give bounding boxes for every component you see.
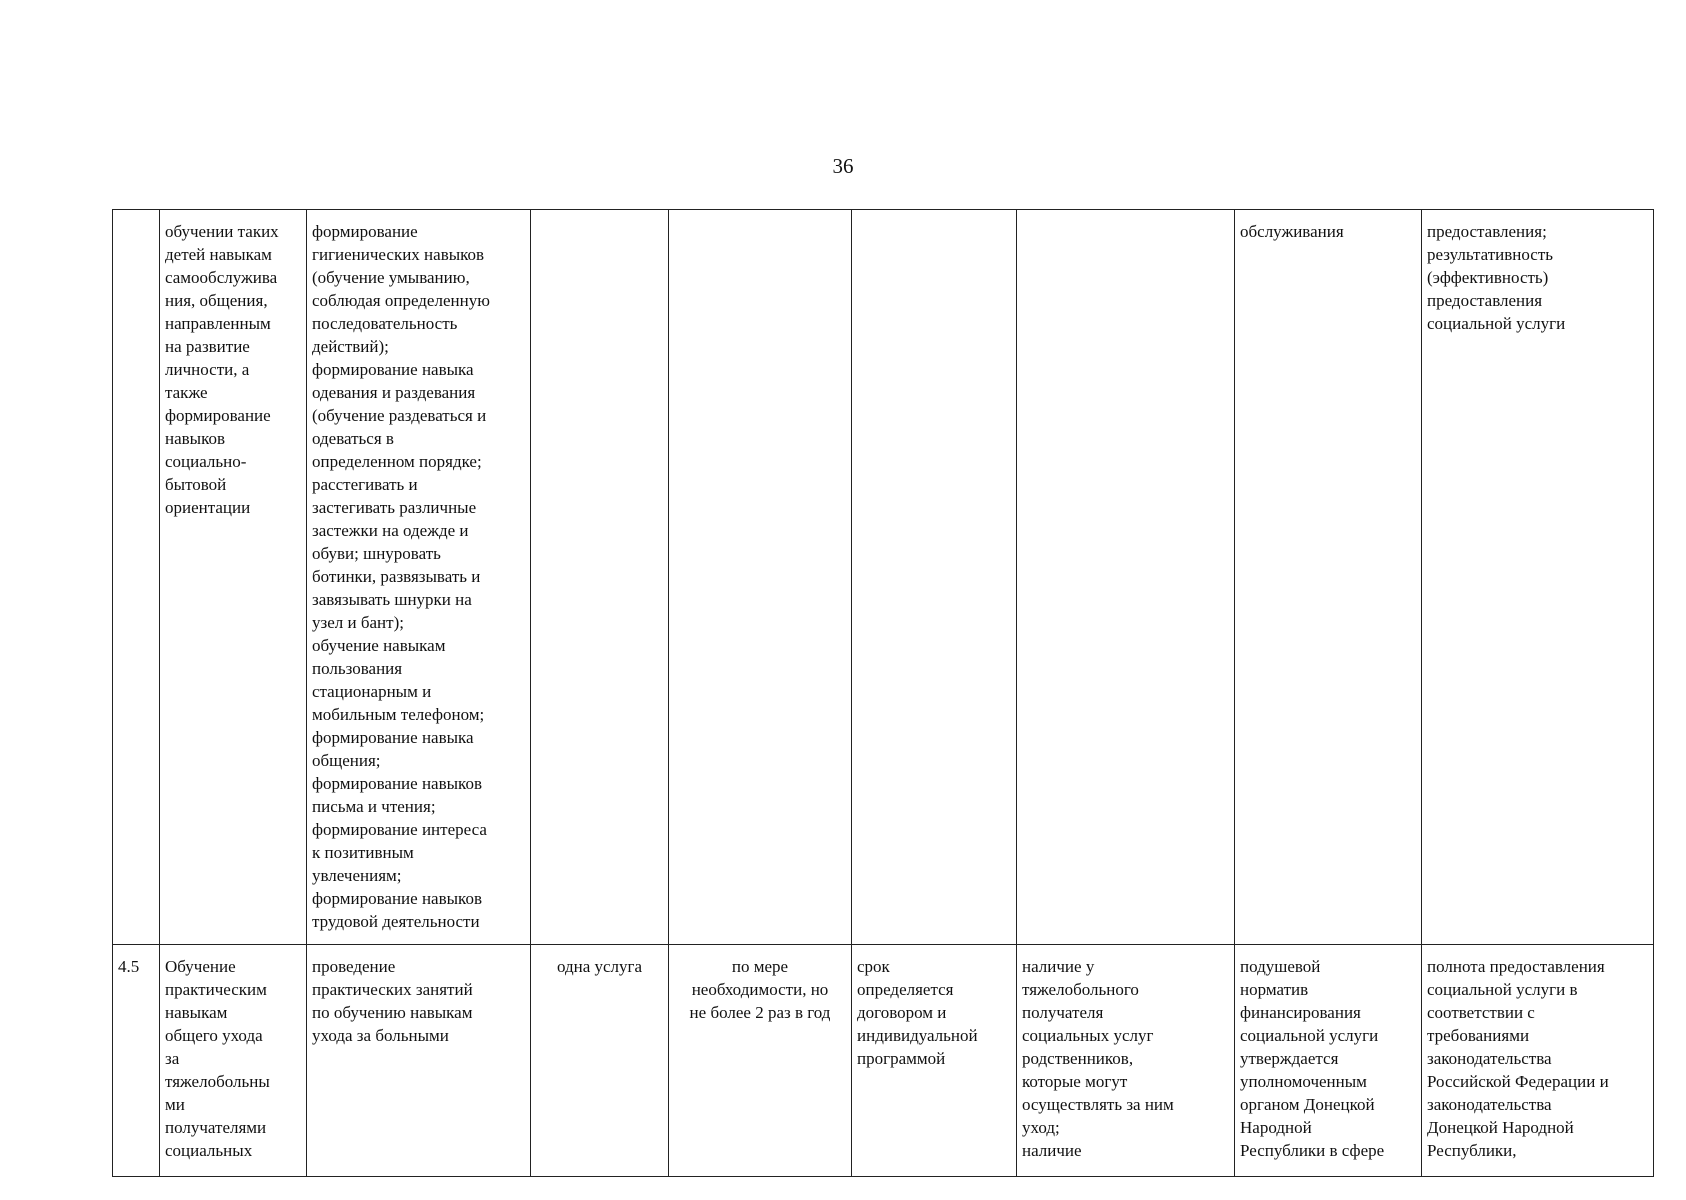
cell-service-name: обучении таких детей навыкам самообслужива ния, общения, направленным на развитие личности, а также формирование навыков социально- бытовой ориентации (160, 210, 307, 945)
cell-term (852, 210, 1017, 945)
table-row-continuation (113, 210, 1654, 945)
cell-frequency: по мере необходимости, но не более 2 раз в год (669, 945, 852, 1177)
page-number: 36 (832, 154, 854, 178)
cell-quality: предоставления; результативность (эффективность) предоставления социальной услуги (1422, 210, 1654, 945)
cell-num: 4.5 (113, 945, 160, 1177)
cell-conditions: наличие у тяжелобольного получателя социальных услуг родственников, которые могут осуществлять за ним уход; наличие (1017, 945, 1235, 1177)
cell-financing: подушевой норматив финансирования социальной услуги утверждается уполномоченным органом Донецкой Народной Республики в сфере (1235, 945, 1422, 1177)
cell-financing: обслуживания (1235, 210, 1422, 945)
cell-frequency (669, 210, 852, 945)
cell-unit: одна услуга (531, 945, 669, 1177)
cell-service-name: Обучение практическим навыкам общего ухода за тяжелобольны ми получателями социальных (160, 945, 307, 1177)
table-row-4-5 (113, 945, 1654, 1177)
cell-unit (531, 210, 669, 945)
cell-service-content: проведение практических занятий по обучению навыкам ухода за больными (307, 945, 531, 1177)
cell-conditions (1017, 210, 1235, 945)
cell-term: срок определяется договором и индивидуальной программой (852, 945, 1017, 1177)
cell-num (113, 210, 160, 945)
services-table (112, 209, 1654, 1177)
cell-service-content: формирование гигиенических навыков (обучение умыванию, соблюдая определенную последовательность действий); формирование навыка одевания и раздевания (обучение раздеваться и одеваться в определенном порядке; расстегивать и застегивать различные застежки на одежде и обуви; шнуровать ботинки, развязывать и завязывать шнурки на узел и бант); обучение навыкам пользования стационарным и мобильным телефоном; формирование навыка общения; формирование навыков письма и чтения; формирование интереса к позитивным увлечениям; формирование навыков трудовой деятельности (307, 210, 531, 945)
cell-quality: полнота предоставления социальной услуги в соответствии с требованиями законодательства Российской Федерации и законодательства Донецкой Народной Республики, (1422, 945, 1654, 1177)
